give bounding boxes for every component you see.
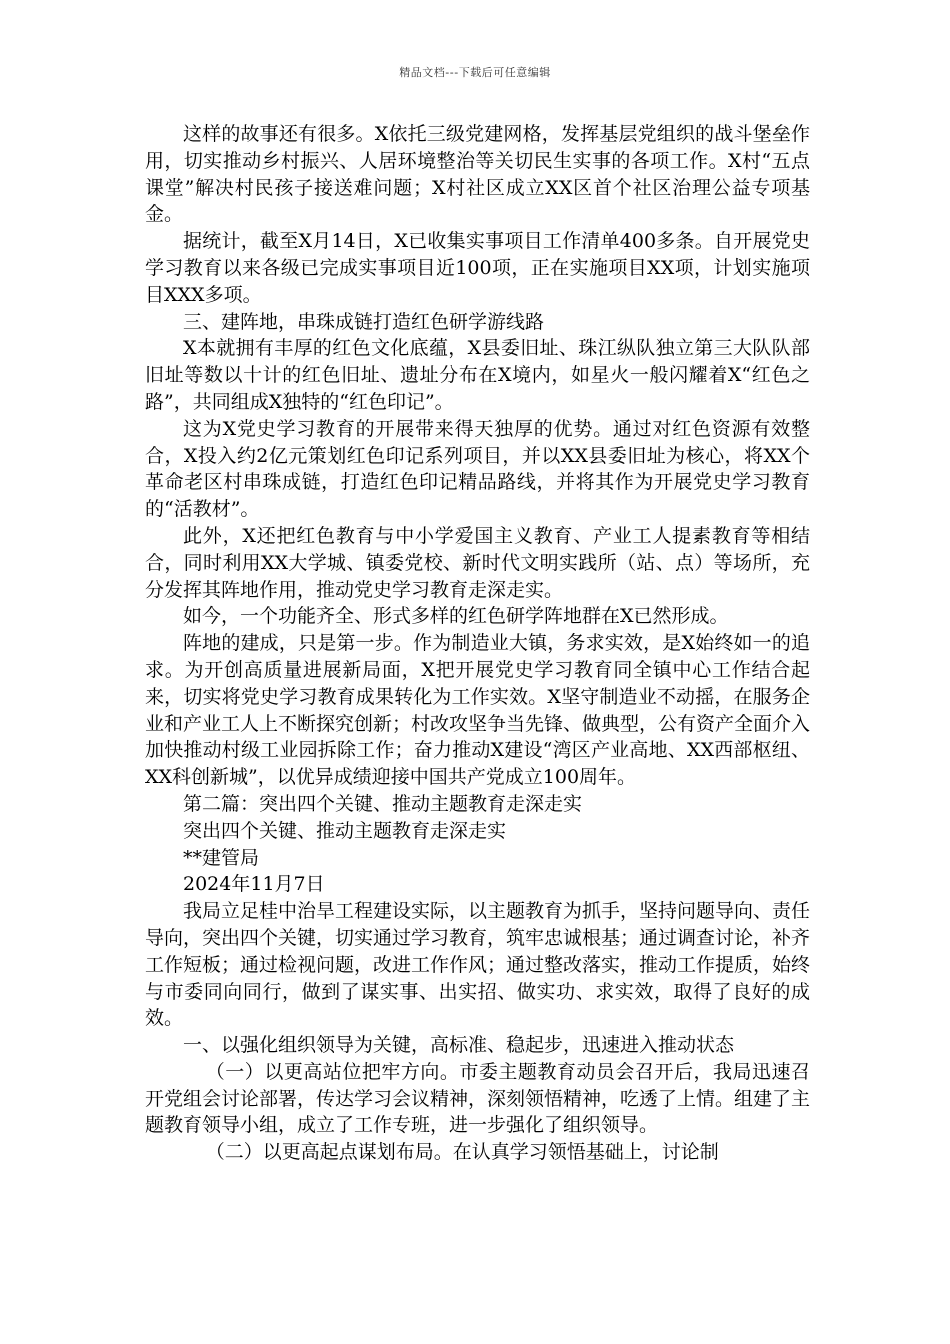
section-heading: 三、建阵地，串珠成链打造红色研学游线路 [183,310,545,333]
paragraph: X本就拥有丰厚的红色文化底蕴，X县委旧址、珠江纵队独立第三大队队部旧址等数以十计的红色旧址、遗址分布在X境内，如星火一般闪耀着X“红色之路”，共同组成X独特的“红色印记”。 [145,337,810,413]
article-title: 突出四个关键、推动主题教育走深走实 [183,819,507,842]
paragraph: 阵地的建成，只是第一步。作为制造业大镇，务求实效，是X始终如一的追求。为开创高质量进展新局面，X把开展党史学习教育同全镇中心工作结合起来，切实将党史学习教育成果转化为工作实效。X坚守制造业不动摇，在服务企业和产业工人上不断探究创新；村改攻坚争当先锋、做典型，公有资产全面介入加快推动村级工业园拆除工作；奋力推动X建设“湾区产业高地、XX西部枢纽、XX科创新城”，以优异成绩迎接中国共产党成立100周年。 [145,632,811,789]
document-body [145,121,810,1166]
paragraph: （二）以更高起点谋划布局。在认真学习领悟基础上，讨论制 [205,1141,719,1164]
paragraph: 据统计，截至X月14日，X已收集实事项目工作清单400多条。自开展党史学习教育以来各级已完成实事项目近100项，正在实施项目XX项，计划实施项目XXX多项。 [145,230,810,306]
paragraph: （一）以更高站位把牢方向。市委主题教育动员会召开后，我局迅速召开党组会讨论部署，传达学习会议精神，深刻领悟精神，吃透了上情。组建了主题教育领导小组，成立了工作专班，进一步强化了组织领导。 [145,1060,811,1137]
chapter-heading: 第二篇：突出四个关键、推动主题教育走深走实 [183,792,583,815]
paragraph: 这为X党史学习教育的开展带来得天独厚的优势。通过对红色资源有效整合，X投入约2亿元策划红色印记系列项目，并以XX县委旧址为核心，将XX个革命老区村串珠成链，打造红色印记精品路线，并将其作为开展党史学习教育的“活教材”。 [145,417,810,521]
paragraph: 我局立足桂中治旱工程建设实际，以主题教育为抓手，坚持问题导向、责任导向，突出四个关键，切实通过学习教育，筑牢忠诚根基；通过调查讨论，补齐工作短板；通过检视问题，改进工作作风；通过整改落实，推动工作提质，始终与市委同向同行，做到了谋实事、出实招、做实功、求实效，取得了良好的成效。 [145,900,811,1030]
article-author: **建管局 [183,846,260,869]
paragraph: 这样的故事还有很多。X依托三级党建网格，发挥基层党组织的战斗堡垒作用，切实推动乡村振兴、人居环境整治等关切民生实事的各项工作。X村“五点课堂”解决村民孩子接送难问题；X村社区成立XX区首个社区治理公益专项基金。 [145,123,810,226]
article-date: 2024年11月7日 [183,873,325,896]
paragraph: 此外，X还把红色教育与中小学爱国主义教育、产业工人提素教育等相结合，同时利用XX大学城、镇委党校、新时代文明实践所（站、点）等场所，充分发挥其阵地作用，推动党史学习教育走深走实。 [145,524,810,601]
page-header: 精品文档---下载后可任意编辑 [399,66,551,79]
paragraph: 如今，一个功能齐全、形式多样的红色研学阵地群在X已然形成。 [183,605,729,628]
section-heading: 一、以强化组织领导为关键，高标准、稳起步，迅速进入推动状态 [183,1034,735,1057]
